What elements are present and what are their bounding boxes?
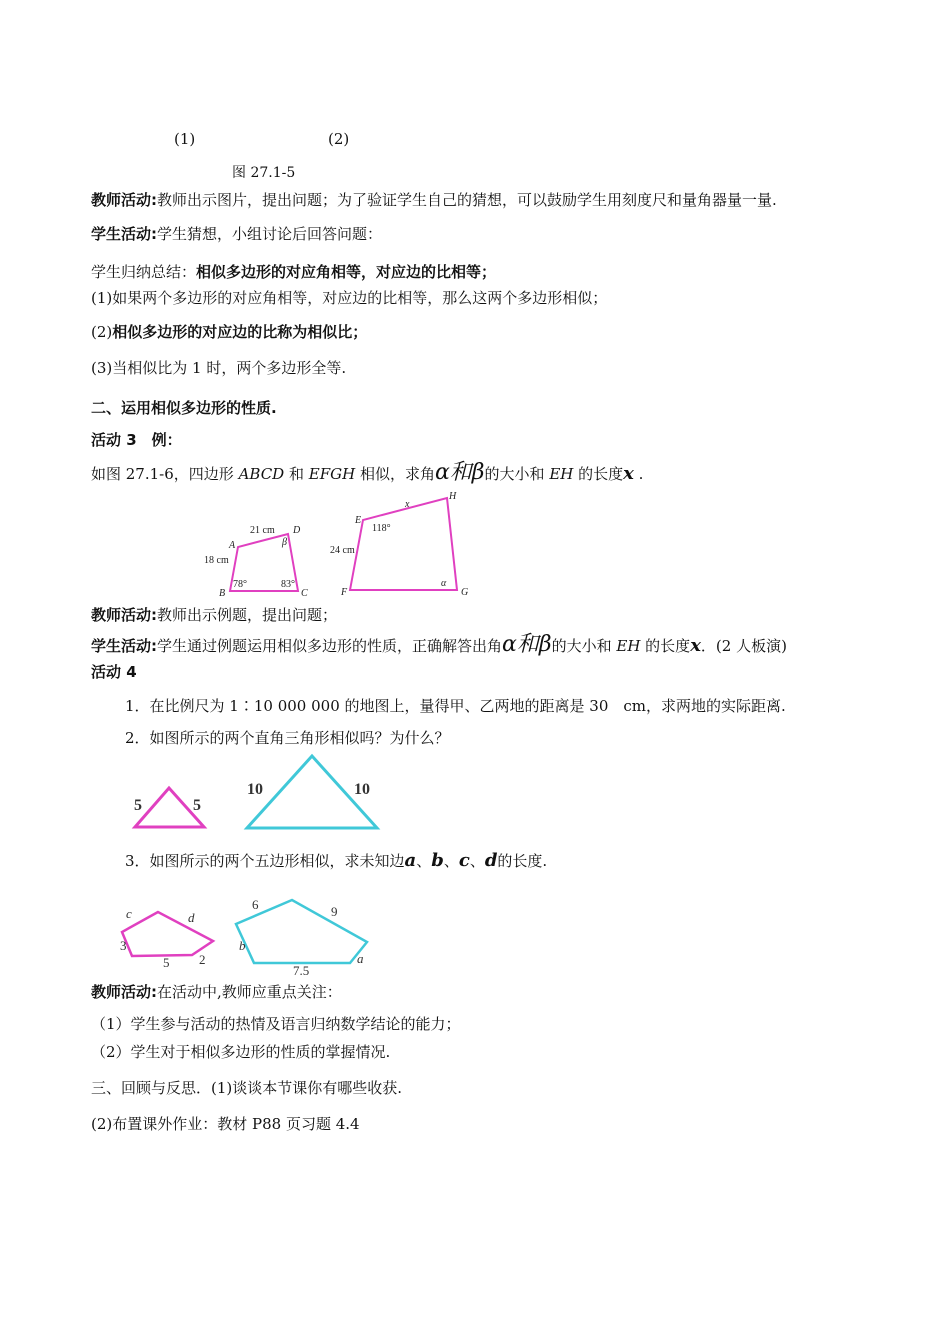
large-side-7-5: 7.5 [293,963,310,978]
property-2-bold: 相似多边形的对应边的比称为相似比； [112,323,368,341]
label-beta: β [282,537,287,548]
text: ．(2 人板演) [700,637,787,655]
text: 学生通过例题运用相似多边形的性质，正确解答出角 [157,637,503,655]
activity-4-title: 活动 4 [91,663,137,681]
tag: 教师活动: [91,191,157,209]
summary-bold: 相似多边形的对应角相等，对应边的比相等； [196,263,497,281]
label-78: 78° [233,579,247,590]
small-side-3: 3 [120,938,127,953]
fig5-label-2: (2) [328,130,350,148]
small-side-5: 5 [163,955,170,970]
text: 的长度 [640,637,691,655]
tag: 教师活动: [91,983,157,1001]
quad-efgh: EFGH [308,465,356,483]
var-d: d [484,850,498,871]
angles-alpha-beta: α和β [502,632,552,657]
tag: 学生活动: [91,225,157,243]
var-x: x [690,635,701,656]
text: 的大小和 [551,637,617,655]
prefix: (2) [91,323,113,341]
homework: (2)布置课外作业：教材 P88 页习题 4.4 [91,1115,360,1133]
small-side-d: d [188,910,195,925]
question-2: 2．如图所示的两个直角三角形相似吗？为什么？ [125,729,450,747]
angles-alpha-beta: α和β [434,460,485,485]
large-side-9: 9 [331,904,338,919]
text: 3．如图所示的两个五边形相似，求未知边 [125,852,405,870]
text: 的大小和 [484,465,550,483]
segment-eh: EH [549,465,574,483]
activity-3-title: 活动 3 例： [91,431,182,449]
small-side-left: 5 [134,797,142,814]
label-B: B [219,588,226,599]
label-E: E [355,515,362,526]
quad-abcd: ABCD [238,465,285,483]
text: 和 [284,465,309,483]
sep: 、 [416,852,432,870]
large-side-6: 6 [252,897,259,912]
text: . [633,465,644,483]
small-side-c: c [126,906,132,921]
small-side-right: 5 [193,797,201,814]
text: 教师出示图片，提出问题；为了验证学生自己的猜想，可以鼓励学生用刻度尺和量角器量一量. [157,191,777,209]
text: 如图 27.1-6，四边形 [91,465,239,483]
text: 的长度 [573,465,624,483]
tag: 教师活动: [91,606,157,624]
var-c: c [458,850,470,871]
question-1: 1．在比例尺为 1∶10 000 000 的地图上，量得甲、乙两地的距离是 30 cm，求两地的实际距离. [125,697,786,715]
teacher-activity-3 [91,982,342,1002]
var-a: a [404,850,417,871]
large-side-a: a [357,951,364,966]
label-21cm: 21 cm [250,525,275,536]
label-H: H [449,491,457,502]
small-side-2: 2 [199,952,206,967]
text: 学生猜想，小组讨论后回答问题： [157,225,383,243]
sep: 、 [443,852,459,870]
large-side-left: 10 [247,781,263,798]
text: 的长度. [497,852,548,870]
var-x: x [623,463,634,484]
fig5-caption: 图 27.1-5 [232,165,296,181]
review-reflection: 三、回顾与反思．(1)谈谈本节课你有哪些收获. [91,1079,403,1097]
large-side-right: 10 [354,781,370,798]
fig5-label-1: (1) [174,130,196,148]
prefix: 学生归纳总结： [91,263,197,281]
label-G: G [461,587,469,598]
label-C: C [301,588,308,599]
text: 相似，求角 [355,465,435,483]
label-83: 83° [281,579,295,590]
property-3: (3)当相似比为 1 时，两个多边形全等. [91,359,347,377]
tag: 学生活动: [91,637,157,655]
section-heading-2: 二、运用相似多边形的性质. [91,399,277,417]
focus-point-2: （2）学生对于相似多边形的性质的掌握情况. [91,1043,391,1061]
label-alpha: α [441,578,447,589]
focus-point-1: （1）学生参与活动的热情及语言归纳数学结论的能力； [91,1015,461,1033]
label-118: 118° [372,523,391,534]
small-pentagon [122,912,213,956]
label-18cm: 18 cm [204,555,229,566]
label-D: D [293,525,301,536]
text: 教师出示例题，提出问题； [157,606,338,624]
large-side-b: b [239,938,246,953]
segment-eh: EH [616,637,641,655]
label-F: F [341,587,348,598]
var-b: b [431,850,444,871]
sep: 、 [469,852,485,870]
text: 在活动中,教师应重点关注： [157,983,342,1001]
property-1: (1)如果两个多边形的对应角相等，对应边的比相等，那么这两个多边形相似； [91,289,608,307]
label-x: x [405,499,410,510]
label-A: A [229,540,236,551]
label-24cm: 24 cm [330,545,355,556]
